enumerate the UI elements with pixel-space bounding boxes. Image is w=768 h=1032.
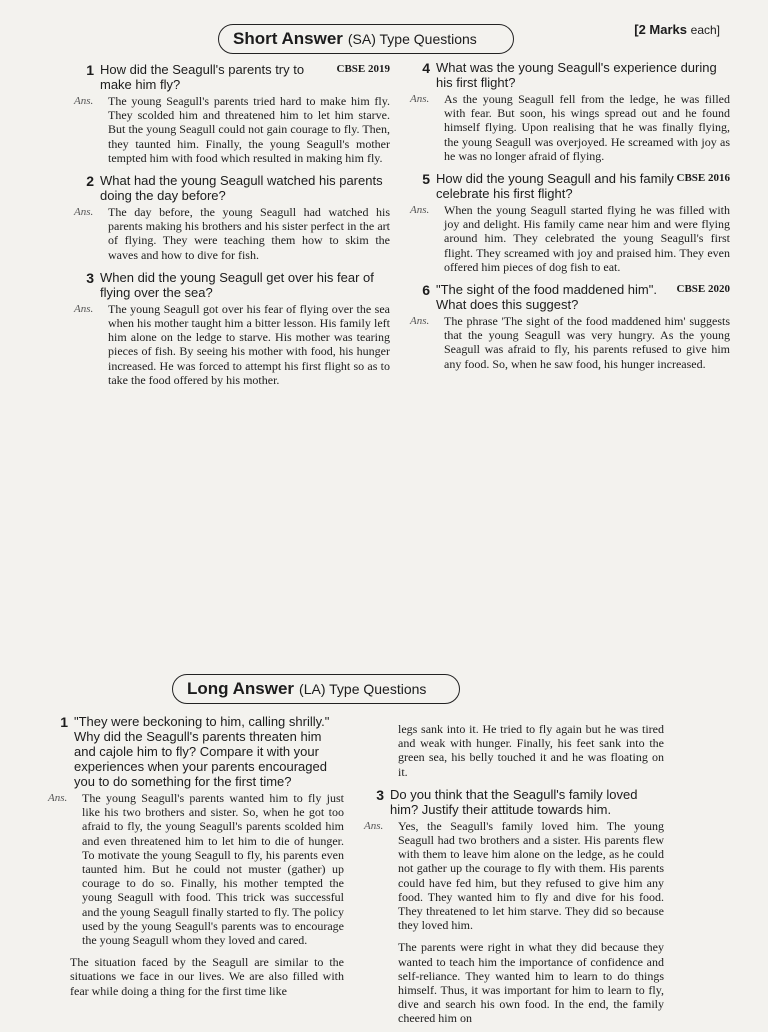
answer-text: The phrase 'The sight of the food maddened him' suggests that the young Seagull was very hungry. As the young Seagull was afraid to fly, his parents refused to give him any food. So, when he saw food, his hunger increased. xyxy=(444,314,730,371)
la-title-bold: Long Answer xyxy=(187,679,295,698)
answer-5 xyxy=(410,203,730,274)
question-number: 1 xyxy=(60,714,68,730)
question-number: 2 xyxy=(86,173,94,190)
source-tag: CBSE 2020 xyxy=(676,283,730,296)
answer-text: The day before, the young Seagull had watched his parents making his brothers and his sister perfect in the art of flying. They were teaching them how to skim the waves and how to dive for fish. xyxy=(108,205,390,262)
sa-title-bold: Short Answer xyxy=(233,29,343,48)
marks-rest: each] xyxy=(690,23,720,37)
la-right-column xyxy=(364,722,664,1032)
answer-la-1 xyxy=(48,791,344,947)
la-left-column xyxy=(48,714,344,1004)
ans-label: Ans. xyxy=(74,302,94,315)
answer-3 xyxy=(74,302,390,387)
question-6 xyxy=(410,282,730,312)
sa-left-column xyxy=(74,62,390,395)
la-title-rest: (LA) Type Questions xyxy=(299,681,427,697)
question-text: What had the young Seagull watched his parents doing the day before? xyxy=(100,173,383,204)
question-number: 3 xyxy=(376,786,384,803)
sa-title-rest: (SA) Type Questions xyxy=(347,31,477,47)
question-3 xyxy=(74,270,390,300)
question-2 xyxy=(74,173,390,203)
answer-paragraph: The parents were right in what they did because they wanted to teach him the importance of confidence and self-reliance. They wanted him to learn to do things himself. Thus, it was important for him to learn to fly, dive and search his own food. In the end, the family cheered him on xyxy=(398,940,664,1026)
marks-label xyxy=(634,22,720,37)
question-text: CBSE 2019 How did the Seagull's parents try to make him fly? xyxy=(100,62,390,92)
answer-4 xyxy=(410,92,730,163)
answer-text: When the young Seagull started flying he was filled with joy and delight. His family came near him and were flying around him. They celebrated the young Seagull's first flight. They screamed with joy and praised him. They even offered him pieces of dog fish to eat. xyxy=(444,203,730,274)
answer-1 xyxy=(74,94,390,165)
question-text: When did the young Seagull get over his fear of flying over the sea? xyxy=(100,269,374,300)
ans-label: Ans. xyxy=(48,792,68,804)
answer-text: The young Seagull's parents wanted him to fly just like his two brothers and sister. So, when he got too afraid to fly, the young Seagull's parents scolded him and even threatened him to let him to die of hunger. To motivate the young Seagull to fly, his parents even taunted him. But he could not muster (gather) up courage to do so. Finally, his mother tempted the young Seagull with food. This trick was successful and the young Seagull finally started to fly. The policy used by the young Seagull's parents was to encourage the young Seagull whom they loved and cared. xyxy=(82,791,344,948)
question-number: 5 xyxy=(422,171,430,188)
answer-text: As the young Seagull fell from the ledge, he was filled with fear. But soon, his wings spread out and he found himself flying. Upon realising that he was finally flying, the young Seagull was overjoyed. He screamed with joy as he was no longer afraid of flying. xyxy=(444,92,730,163)
ans-label: Ans. xyxy=(410,315,430,328)
answer-la-3 xyxy=(364,819,664,933)
la-header-pill xyxy=(172,674,460,704)
question-number: 3 xyxy=(86,269,94,286)
question-text: What was the young Seagull's experience during his first flight? xyxy=(436,60,717,90)
question-number: 4 xyxy=(422,60,430,76)
source-tag: CBSE 2019 xyxy=(336,63,390,75)
marks-bold: [2 Marks xyxy=(634,22,688,37)
answer-2 xyxy=(74,205,390,262)
ans-label: Ans. xyxy=(364,819,384,832)
question-number: 6 xyxy=(422,282,430,299)
continued-paragraph: legs sank into it. He tried to fly again but he was tired and weak with hunger. Finally, his feet sank into the green sea, his belly touched it and he was floating on it. xyxy=(398,722,664,779)
question-4 xyxy=(410,60,730,90)
answer-text: The young Seagull got over his fear of flying over the sea when his mother taught him a bitter lesson. His family left him alone on the ledge to starve. His mother was tearing pieces of fish. By seeing his mother with food, his hunger increased. He was forced to attempt his first flight so as to take the food offered by his mother. xyxy=(108,301,390,387)
question-la-3 xyxy=(364,787,664,817)
question-text: Do you think that the Seagull's family loved him? Justify their attitude towards him. xyxy=(390,786,638,817)
question-1 xyxy=(74,62,390,92)
answer-paragraph: The situation faced by the Seagull are similar to the situations we face in our lives. We are also filled with fear while doing a thing for the first time like xyxy=(70,955,344,998)
answer-text: Yes, the Seagull's family loved him. The young Seagull had two brothers and a sister. His parents flew with them to leave him alone on the ledge, as he could not gather up the courage to fly with them. His parents could have fed him, but they refused to give him any food. They wanted him to fly and dive for his food. They threatened to let him starve. They did so because they loved him. xyxy=(398,818,664,933)
question-text: "They were beckoning to him, calling shrilly." Why did the Seagull's parents threaten him and cajole him to fly? Compare it with your experiences when your parents encouraged you to do something for the first time? xyxy=(74,714,330,789)
question-text: CBSE 2016 How did the young Seagull and his family celebrate his first flight? xyxy=(436,171,730,202)
ans-label: Ans. xyxy=(74,95,94,107)
ans-label: Ans. xyxy=(74,206,94,219)
answer-text: The young Seagull's parents tried hard to make him fly. They scolded him and threatened him to let him starve. But the young Seagull could not gain courage to fly. Then, they taunted him. Finally, the young Seagull's mother tempted him with food which resulted in making him fly. xyxy=(108,94,390,165)
ans-label: Ans. xyxy=(410,93,430,105)
question-number: 1 xyxy=(86,62,94,78)
answer-6 xyxy=(410,314,730,371)
sa-right-column xyxy=(410,60,730,379)
question-la-1 xyxy=(48,714,344,789)
ans-label: Ans. xyxy=(410,204,430,217)
source-tag: CBSE 2016 xyxy=(676,172,730,185)
question-5 xyxy=(410,171,730,201)
question-text: CBSE 2020 "The sight of the food maddened him". What does this suggest? xyxy=(436,282,730,313)
sa-header-pill xyxy=(218,24,514,54)
